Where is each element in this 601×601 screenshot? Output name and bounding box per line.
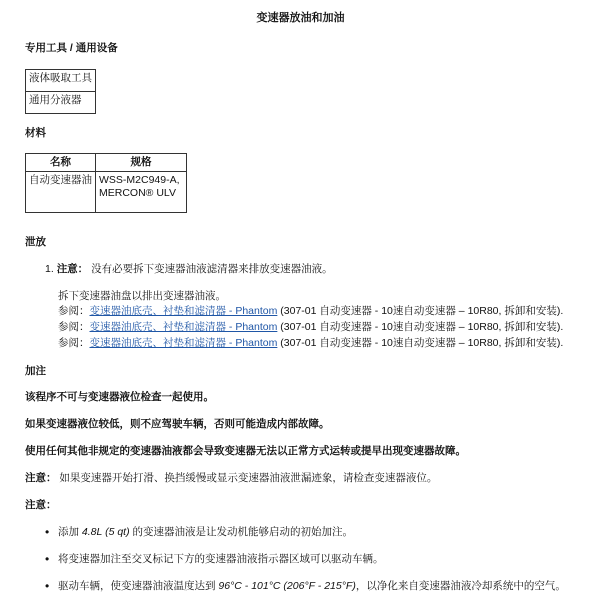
warning-text: 如果变速器液位较低，则不应驾驶车辆，否则可能造成内部故障。 [25,418,330,430]
list-item [58,580,566,593]
table-row [26,172,187,213]
col-header-spec: 规格 [96,154,187,172]
bullet-text: ，以净化来自变速器油液冷却系统中的空气。 [355,580,566,592]
bullet-text: 将变速器加注至交叉标记下方的变速器油液指示器区域可以驱动车辆。 [58,553,384,565]
note-label: 注意： [56,263,89,275]
table-header-row [26,154,187,172]
reference-suffix: (307-01 自动变速器 - 10速自动变速器 – 10R80, 拆卸和安装). [277,337,564,349]
reference-line [58,305,563,318]
drain-heading: 泄放 [25,236,46,248]
bullet-text: 添加 [58,526,82,538]
bullet-text: 的变速器油液是让发动机能够启动的初始加注。 [129,526,354,538]
tool-cell: 液体吸取工具 [26,70,96,92]
fill-heading: 加注 [25,365,46,377]
reference-link[interactable]: 变速器油底壳、衬垫和滤清器 - Phantom [89,321,278,333]
col-header-name: 名称 [26,154,96,172]
note-text: 如果变速器开始打滑、换挡缓慢或显示变速器油液泄漏迹象，请检查变速器液位。 [56,472,438,484]
materials-table [25,153,187,213]
page-title: 变速器放油和加油 [256,12,345,24]
list-item [58,526,353,539]
fill-note-2-label: 注意： [25,499,57,511]
tool-cell: 通用分液器 [26,92,96,114]
spec-line: WSS-M2C949-A, [99,174,180,187]
reference-link[interactable]: 变速器油底壳、衬垫和滤清器 - Phantom [89,305,278,317]
drain-step-text: 拆下变速器油盘以排出变速器油液。 [58,290,226,302]
table-row [26,70,96,92]
list-item [58,553,384,566]
fill-note-1 [25,472,437,485]
reference-line [58,337,563,350]
reference-link[interactable]: 变速器油底壳、衬垫和滤清器 - Phantom [89,337,278,349]
reference-prefix: 参阅： [58,321,90,333]
bullet-value: 96°C - 101°C (206°F - 215°F) [218,580,356,592]
tools-heading: 专用工具 / 通用设备 [25,42,118,54]
reference-suffix: (307-01 自动变速器 - 10速自动变速器 – 10R80, 拆卸和安装). [277,321,564,333]
drain-step-1 [45,263,333,276]
reference-suffix: (307-01 自动变速器 - 10速自动变速器 – 10R80, 拆卸和安装). [277,305,564,317]
bullet-value: 4.8L (5 qt) [81,526,130,538]
tools-table [25,69,96,114]
warning-text: 使用任何其他非规定的变速器油液都会导致变速器无法以正常方式运转或提早出现变速器故障。 [25,445,466,457]
step-number: 1. [45,263,54,275]
table-row [26,92,96,114]
material-name: 自动变速器油 [26,172,96,213]
reference-prefix: 参阅： [58,337,90,349]
material-spec [96,172,187,213]
bullet-text: 驱动车辆，使变速器油液温度达到 [58,580,219,592]
reference-prefix: 参阅： [58,305,90,317]
note-label: 注意： [25,472,57,484]
reference-line [58,321,563,334]
warning-text: 该程序不可与变速器液位检查一起使用。 [25,391,214,403]
materials-heading: 材料 [25,127,46,139]
spec-line: MERCON® ULV [99,187,176,200]
note-text: 没有必要拆下变速器油液滤清器来排放变速器油液。 [88,263,333,275]
